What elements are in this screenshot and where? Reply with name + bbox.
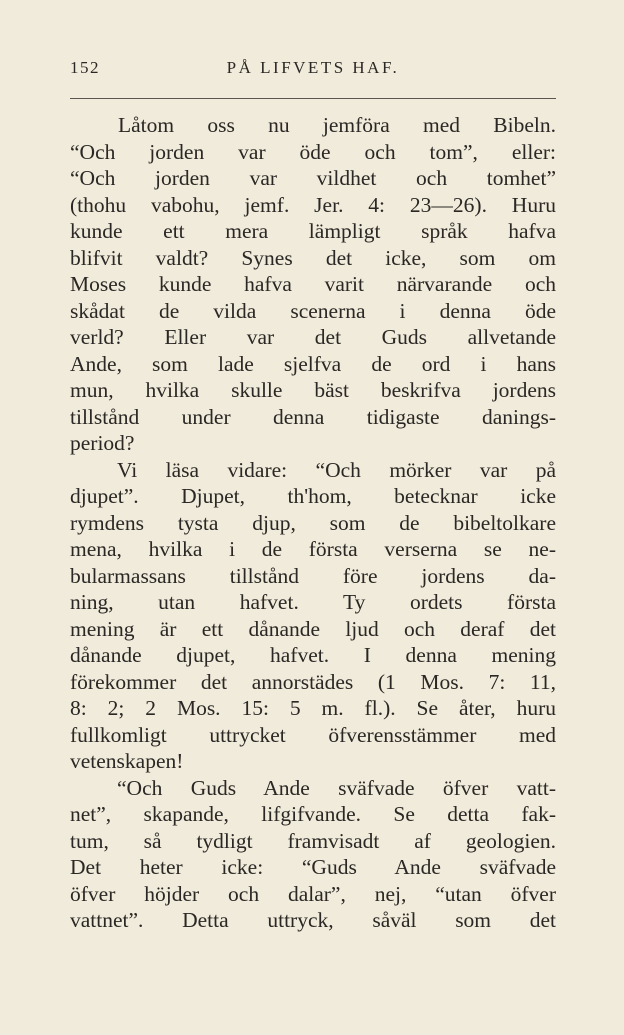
header-rule	[70, 98, 556, 99]
text-line: period?	[70, 431, 135, 455]
text-line: rymdens tysta djup, som de bibeltolkare	[70, 510, 556, 535]
text-line: ning, utan hafvet. Ty ordets första	[70, 590, 556, 614]
text-line: tillstånd under denna tidigaste danings-	[70, 404, 556, 429]
text-line: Det heter icke: “Guds Ande sväfvade	[70, 855, 556, 879]
text-line: förekommer det annorstädes (1 Mos. 7: 11,	[70, 669, 556, 694]
text-line: kunde ett mera lämpligt språk hafva	[70, 219, 556, 243]
text-line: “Och jorden var vildhet och tomhet”	[70, 166, 556, 190]
text-line: Vi läsa vidare: “Och mörker var på	[117, 457, 556, 482]
text-line: Ande, som lade sjelfva de ord i hans	[70, 351, 556, 376]
text-line: vetenskapen!	[70, 749, 184, 773]
text-line: skådat de vilda scenerna i denna öde	[70, 298, 556, 323]
page-number: 152	[70, 58, 100, 77]
text-line: Moses kunde hafva varit närvarande och	[70, 272, 556, 296]
text-line: bularmassans tillstånd före jordens da-	[70, 563, 556, 588]
text-line: mun, hvilka skulle bäst beskrifva jordens	[70, 378, 556, 402]
text-line: djupet”. Djupet, th'hom, betecknar icke	[70, 484, 556, 508]
running-head: PÅ LIFVETS HAF.	[226, 58, 400, 77]
text-line: vattnet”. Detta uttryck, såväl som det	[70, 908, 556, 932]
text-line: tum, så tydligt framvisadt af geologien.	[70, 828, 556, 853]
text-line: mening är ett dånande ljud och deraf det	[70, 616, 556, 641]
page-header	[70, 58, 556, 84]
text-line: (thohu vabohu, jemf. Jer. 4: 23—26). Huru	[70, 192, 556, 217]
text-line: Låtom oss nu jemföra med Bibeln.	[118, 113, 556, 137]
text-line: 8: 2; 2 Mos. 15: 5 m. fl.). Se åter, huru	[70, 696, 556, 720]
text-line: net”, skapande, lifgifvande. Se detta fak-	[70, 802, 556, 826]
text-line: “Och Guds Ande sväfvade öfver vatt-	[117, 775, 556, 800]
body-text	[70, 112, 556, 934]
text-line: mena, hvilka i de första verserna se ne-	[70, 537, 556, 561]
text-line: blifvit valdt? Synes det icke, som om	[70, 245, 556, 270]
text-line: verld? Eller var det Guds allvetande	[70, 325, 556, 349]
text-line: “Och jorden var öde och tom”, eller:	[70, 139, 556, 164]
text-line: öfver höjder och dalar”, nej, “utan öfver	[70, 881, 556, 906]
text-line: fullkomligt uttrycket öfverensstämmer med	[70, 722, 556, 747]
text-line: dånande djupet, hafvet. I denna mening	[70, 643, 556, 667]
